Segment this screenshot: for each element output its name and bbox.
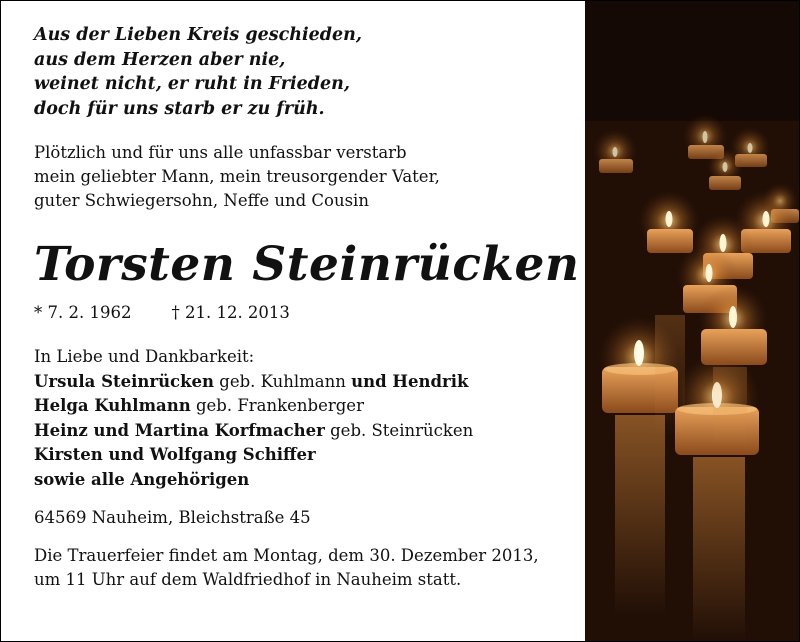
poem-line: aus dem Herzen aber nie,: [34, 49, 286, 70]
birth-date: * 7. 2. 1962: [34, 303, 132, 322]
mourner-detail: geb. Frankenberger: [190, 396, 364, 415]
mourner-name: Helga Kuhlmann: [34, 396, 191, 415]
intro-line: mein geliebter Mann, mein treusorgender Vater,: [34, 167, 440, 186]
intro-text: [34, 141, 579, 213]
poem-line: doch für uns starb er zu früh.: [34, 98, 325, 119]
text-column: [34, 23, 579, 592]
candles-icon: [585, 1, 799, 641]
mourner-line: [34, 419, 579, 444]
funeral-line: Die Trauerfeier findet am Montag, dem 30. Dezember 2013,: [34, 546, 539, 565]
deceased-name: Torsten Steinrücken: [34, 237, 580, 292]
poem: [34, 23, 579, 121]
address: 64569 Nauheim, Bleichstraße 45: [34, 508, 311, 527]
mourner-detail: geb. Steinrücken: [324, 420, 474, 440]
death-date: † 21. 12. 2013: [171, 303, 290, 322]
mourner-detail: geb. Kuhlmann: [214, 371, 352, 391]
candles-photo: [585, 1, 799, 641]
mourner-name: Heinz und Martina Korfmacher: [34, 420, 325, 440]
funeral-line: um 11 Uhr auf dem Waldfriedhof in Nauheim statt.: [34, 570, 462, 589]
mourner-name: Ursula Steinrücken: [34, 371, 215, 391]
mourner-name: und Hendrik: [351, 371, 469, 391]
intro-line: Plötzlich und für uns alle unfassbar verstarb: [34, 143, 407, 162]
mourners-intro: In Liebe und Dankbarkeit:: [34, 347, 255, 366]
mourner-line: [34, 370, 579, 395]
poem-line: Aus der Lieben Kreis geschieden,: [34, 25, 362, 45]
mourners-list: [34, 345, 579, 492]
mourner-name: sowie alle Angehörigen: [34, 469, 250, 489]
funeral-info: [34, 544, 579, 592]
mourner-line: [34, 394, 579, 419]
mourner-line: [34, 443, 579, 468]
life-dates: [34, 301, 579, 325]
poem-line: weinet nicht, er ruht in Frieden,: [34, 74, 350, 94]
intro-line: guter Schwiegersohn, Neffe und Cousin: [34, 191, 369, 210]
mourner-line: [34, 468, 579, 493]
mourner-name: Kirsten und Wolfgang Schiffer: [34, 445, 316, 464]
